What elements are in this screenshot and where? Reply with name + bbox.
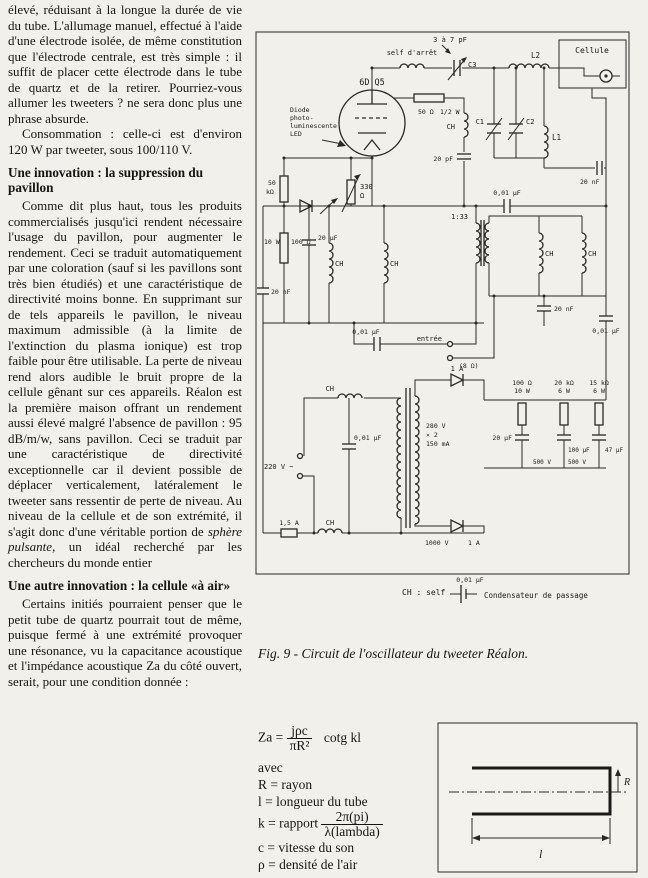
label-10w: 10 W — [264, 238, 280, 246]
paragraph-cellule-air: Certains initiés pourraient penser que le petit tube de quartz pourrait tout de même, puisque fermé à une extrémité provoquer une résonance, vu la capacitance acoustique et l'impédance acoustique Za du côté ouvert, serait, pour une condition donnée : — [8, 596, 242, 689]
label-ch-right2: CH — [588, 250, 597, 258]
tube-diagram — [437, 722, 639, 874]
resistor-psu-2 — [560, 403, 568, 425]
radius-label: R — [624, 777, 631, 788]
label-500v-2: 500 V — [567, 459, 586, 466]
label-8ohm: (8 Ω) — [459, 362, 479, 370]
capacitor-20nf-left — [257, 288, 269, 294]
paragraph-pavillon-end: , un idéal recherché par les chercheurs du monde entier — [8, 539, 242, 570]
label-50k-a: 50 — [268, 179, 276, 187]
length-label: l — [539, 847, 543, 861]
label-led-4: LED — [290, 130, 302, 138]
formula-def-k — [258, 810, 438, 839]
formula-fraction — [287, 724, 313, 753]
ch-choke-mid — [384, 243, 388, 283]
formula-def-c: c = vitesse du son — [258, 840, 355, 855]
label-1a-top: 1 A — [450, 365, 464, 373]
label-100ohm-psu: 100 Ω — [512, 379, 532, 387]
label-ch-right1: CH — [545, 250, 554, 258]
radius-dimension — [615, 769, 621, 792]
label-c2: C2 — [526, 118, 535, 126]
label-100ohm: 100 Ω — [291, 238, 311, 246]
label-50k-b: kΩ — [266, 188, 274, 196]
label-ch-left: CH — [335, 260, 344, 268]
resistor-psu-3 — [595, 403, 603, 425]
led-note — [290, 106, 346, 147]
label-330-ohm: Ω — [360, 192, 365, 200]
label-20nf-left: 20 nF — [271, 288, 291, 296]
circuit-schematic — [254, 28, 634, 628]
label-cellule: Cellule — [575, 46, 609, 55]
label-20nf-mid: 20 nF — [554, 305, 574, 313]
formula-k-denominator: λ(lambda) — [324, 824, 380, 839]
resistor-50k — [280, 176, 288, 202]
label-1000v: 1000 V — [425, 539, 449, 547]
ch-choke-bottom — [318, 529, 342, 533]
capacitor-001uf-bus — [599, 316, 613, 321]
label-tube-6dq5: 6D Q5 — [359, 78, 385, 88]
label-001uf-mains: 0,01 μF — [354, 434, 382, 442]
resistor-50ohm — [414, 94, 444, 102]
power-transformer — [397, 388, 419, 528]
label-150ma: 150 mA — [426, 440, 450, 448]
capacitor-001uf-input — [374, 337, 380, 351]
label-001uf-input: 0,01 μF — [352, 328, 380, 336]
formula-za — [258, 724, 438, 753]
italic-sphere-pulsante: sphère pulsante — [8, 523, 242, 554]
l1-coil — [544, 126, 548, 158]
resistor-psu-1 — [518, 403, 526, 425]
formula-k-numerator: 2π(pi) — [321, 810, 382, 825]
label-500v-1: 500 V — [532, 459, 551, 466]
label-half-watt: 1/2 W — [440, 108, 460, 116]
formula-k-pre: k = rapport — [258, 815, 319, 831]
capacitor-001uf-row — [504, 199, 510, 213]
fuse-1-5a — [281, 529, 297, 537]
label-220v: 220 V ~ — [264, 463, 294, 471]
label-ratio-1-33: 1:33 — [451, 213, 468, 221]
label-legend-condensateur: Condensateur de passage — [484, 591, 588, 600]
article-column — [8, 2, 242, 689]
heading-cellule-air: Une autre innovation : la cellule «à air» — [8, 578, 231, 593]
label-led-1: Diode — [290, 106, 310, 114]
label-led-2: photo- — [290, 114, 314, 122]
label-ch-bottom: CH — [325, 519, 335, 527]
rectifier-diode-top — [451, 374, 463, 386]
capacitor-20pf — [457, 154, 471, 159]
resistor-100ohm — [280, 233, 288, 263]
input-terminal-2 — [448, 356, 453, 361]
diagram-border — [438, 723, 637, 872]
formula-denominator: πR² — [289, 738, 310, 753]
label-legend-ch: CH : self — [402, 588, 446, 597]
label-c1: C1 — [475, 118, 484, 126]
input-terminal-1 — [448, 342, 453, 347]
heading-innovation-pavillon: Une innovation : la suppression du pavillon — [8, 165, 204, 195]
formula-za-lhs: Za = — [258, 729, 284, 745]
label-100uf: 100 μF — [568, 447, 590, 454]
tube-diagram-box — [437, 722, 639, 874]
capacitor-20nf-mid — [537, 306, 551, 311]
label-50ohm: 50 Ω — [418, 108, 434, 116]
label-20k: 20 kΩ — [554, 379, 574, 387]
label-1a-bottom: 1 A — [468, 539, 480, 547]
circuit-figure — [254, 28, 634, 628]
label-ch-mains: CH — [325, 385, 334, 393]
label-l2: L2 — [531, 51, 541, 60]
label-l1: L1 — [552, 133, 562, 142]
formula-numerator: jρc — [287, 724, 313, 739]
label-ch-mid: CH — [390, 260, 399, 268]
ch-choke-right2 — [582, 233, 586, 273]
label-280v: 280 V — [426, 422, 446, 430]
rf-choke-coil — [400, 64, 424, 68]
label-3a7pf: 3 à 7 pF — [433, 36, 467, 44]
rectifier-diode-bottom — [451, 520, 463, 532]
ch-choke-mains — [338, 394, 362, 398]
label-001uf-bus: 0,01 μF — [592, 327, 620, 335]
label-x2: × 2 — [426, 431, 438, 439]
mains-terminal-1 — [298, 454, 303, 459]
tube-outline — [472, 768, 610, 814]
label-self-arret: self d'arrêt — [386, 49, 438, 57]
label-330: 330 — [360, 183, 373, 191]
label-47uf: 47 μF — [605, 447, 624, 454]
label-20uf-psu: 20 μF — [492, 434, 512, 442]
formula-avec: avec — [258, 760, 283, 775]
formula-block — [258, 724, 438, 873]
figure-caption: Fig. 9 - Circuit de l'oscillateur du tweeter Réalon. — [258, 646, 529, 661]
label-001uf-row: 0,01 μF — [493, 189, 521, 197]
label-entree: entrée — [416, 335, 442, 343]
label-6w-2: 6 W — [593, 387, 605, 395]
label-20pf: 20 pF — [433, 155, 453, 163]
transformer-1-33 — [476, 220, 489, 266]
legend-capacitor-symbol — [450, 585, 477, 603]
paragraph-pavillon-start: Comme dit plus haut, tous les produits commercialisés jusqu'ici rendent nécessaire l'usage du pavillon, pour augmenter le rendement. Ceci se traduit automatiquement par une coloration (sauf si les pavillons sont très bien étudiés) et une caractéristique de directivité moins bonne. En supprimant sur de tels appareils le pavillon, le niveau maximum admissible (à la limite de l'extinction du plasma ionique) est trop faible pour être utilisable. La perte de niveau rend alors audible le bruit propre de la cellule gênant sur ces appareils. Réalon est la première maison offrant un rendement aussi élevé malgré l'absence de pavillon : 95 dB/m/w, sans pavillon. Ceci se traduit par une caractéristique de directivité exceptionnelle car il devient possible de déplacer verticalement, latéralement le tweeter sans ressentir de perte de niveau. Au niveau de la cellule et de son extrémité, il s'agit donc d'une véritable portion de — [8, 198, 242, 539]
filter-capacitors — [515, 435, 606, 440]
label-ch: CH — [446, 123, 455, 131]
label-10w-psu: 10 W — [514, 387, 530, 395]
label-1-5a: 1,5 A — [279, 519, 299, 527]
label-6w-1: 6 W — [558, 387, 570, 395]
label-led-3: luminescente — [290, 122, 337, 130]
vacuum-tube-6dq5 — [339, 90, 405, 156]
label-15k: 15 kΩ — [589, 379, 609, 387]
ch-choke-coil — [464, 113, 468, 137]
label-20uf: 20 μF — [318, 234, 338, 242]
label-c3: C3 — [468, 61, 477, 69]
formula-def-rho: ρ = densité de l'air — [258, 857, 358, 872]
formula-cotg: cotg kl — [323, 729, 361, 745]
ch-choke-right1 — [539, 233, 543, 273]
formula-k-fraction — [321, 810, 382, 839]
paragraph-consommation: Consommation : celle-ci est d'environ 120 W par tweeter, sous 100/110 V. — [8, 126, 242, 157]
mains-terminal-2 — [298, 474, 303, 479]
paragraph-pavillon — [8, 198, 242, 570]
label-legend-001uf: 0,01 μF — [456, 576, 484, 584]
capacitor-001uf-mains — [342, 444, 356, 449]
paragraph-allumage: élevé, réduisant à la longue la durée de vie du tube. L'allumage manuel, effectué à l'aide d'une électrode isolée, de même constitution que l'électrode centrale, est très simple : il suffit de placer cette électrode dans le tube de quartz et de la retirer. Pourriez-vous allumer les tweeters ? ne sera donc plus une phrase absurde. — [8, 2, 242, 126]
formula-def-l: l = longueur du tube — [258, 794, 368, 809]
length-dimension — [472, 818, 610, 844]
ch-choke-left — [329, 243, 333, 283]
formula-def-r: R = rayon — [258, 777, 313, 792]
wires — [263, 68, 620, 533]
label-20nf: 20 nF — [580, 178, 600, 186]
capacitor-20nf-right — [597, 161, 602, 175]
